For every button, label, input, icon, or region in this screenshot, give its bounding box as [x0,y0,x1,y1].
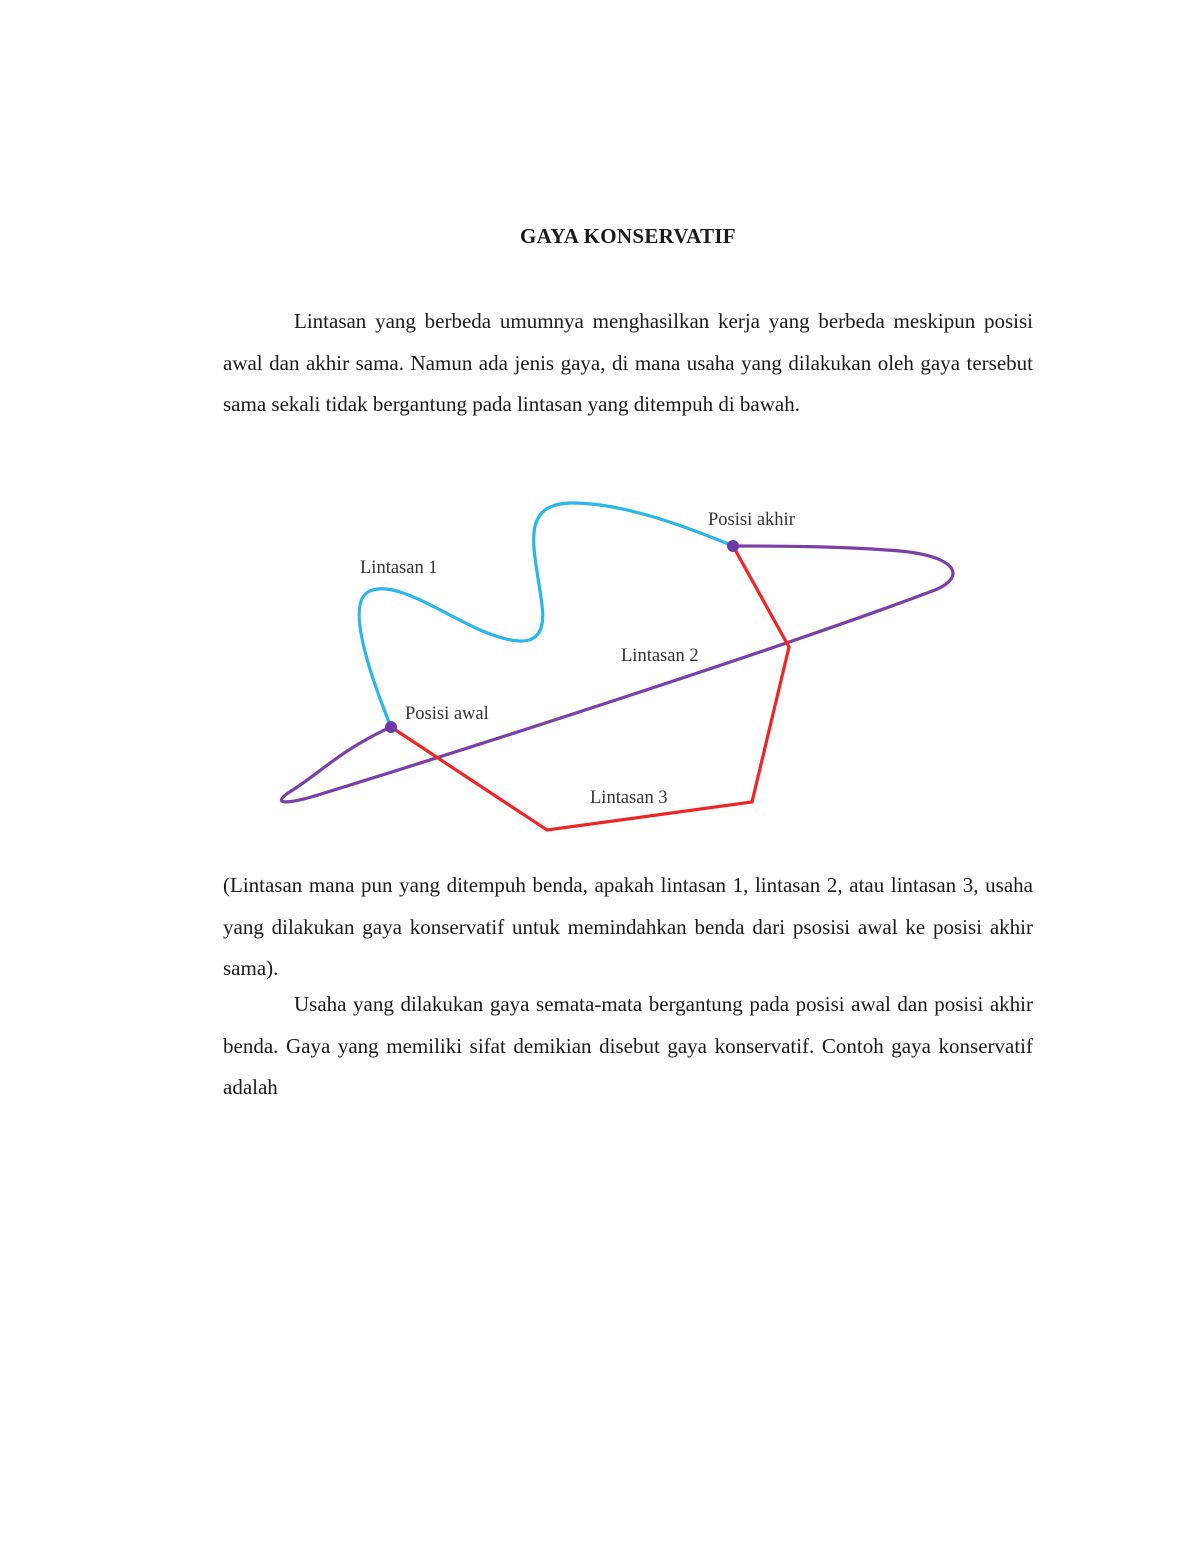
conclusion-paragraph: Usaha yang dilakukan gaya semata-mata bergantung pada posisi awal dan posisi akhir benda. Gaya yang memiliki sifat demikian disebut gaya konservatif. Contoh gaya konservatif adalah [223,992,1033,1099]
label-path-2: Lintasan 2 [621,646,699,666]
label-end: Posisi akhir [708,510,795,530]
document-title: GAYA KONSERVATIF [520,224,736,248]
figure-caption: (Lintasan mana pun yang ditempuh benda, apakah lintasan 1, lintasan 2, atau lintasan 3, usaha yang dilakukan gaya konservatif untuk memindahkan benda dari psosisi awal ke posisi akhir sama). [223,873,1033,980]
intro-paragraph: Lintasan yang berbeda umumnya menghasilkan kerja yang berbeda meskipun posisi awal dan akhir sama. Namun ada jenis gaya, di mana usaha yang dilakukan oleh gaya tersebut sama sekali tidak bergantung pada lintasan yang ditempuh di bawah. [223,309,1033,416]
end-point [727,540,739,552]
start-point [385,721,397,733]
path-2-curve [281,546,953,802]
label-start: Posisi awal [405,704,489,724]
conservative-force-diagram [270,490,970,840]
label-path-3: Lintasan 3 [590,788,668,808]
label-path-1: Lintasan 1 [360,558,438,578]
path-1-curve [359,503,733,727]
